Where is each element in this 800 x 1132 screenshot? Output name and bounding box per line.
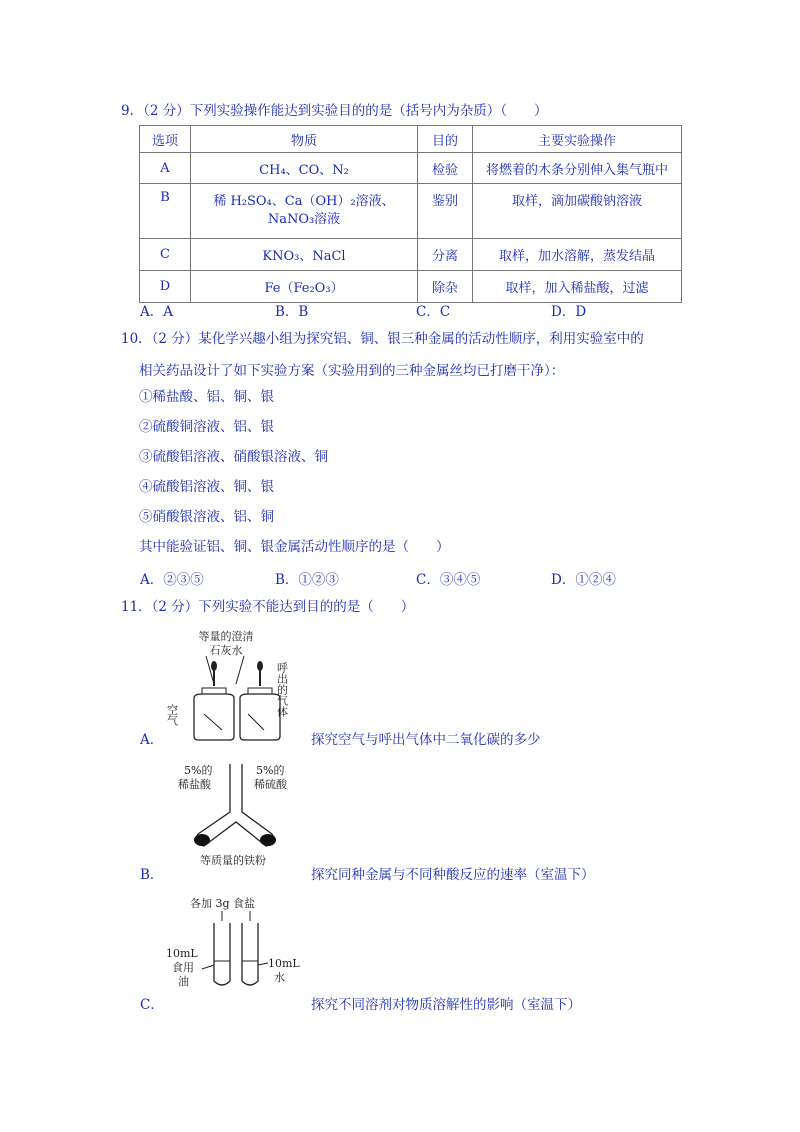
q9-option-b[interactable]: B．B (275, 304, 309, 320)
test-tube-icon (242, 923, 258, 985)
figure-c-test-tubes (164, 893, 314, 993)
cell-operation: 取样，加水溶解，蒸发结晶 (473, 239, 682, 271)
cell-material-line2: NaNO₃溶液 (267, 212, 341, 227)
q9-stem: 9．（2 分）下列实验操作能达到实验目的的是（括号内为杂质）（ ） (121, 103, 548, 119)
cell-operation: 将燃着的木条分别伸入集气瓶中 (473, 153, 682, 184)
cell-material (191, 184, 418, 239)
q10-item: ④硫酸铝溶液、铜、银 (139, 479, 274, 495)
cell-purpose: 除杂 (418, 271, 473, 303)
figure-b-y-tube (164, 760, 314, 870)
fig-b-bottom-label: 等质量的铁粉 (200, 854, 266, 867)
fig-b-left-label2: 稀盐酸 (178, 778, 211, 791)
bottle-icon (240, 688, 280, 740)
q11-stem: 11．（2 分）下列实验不能达到目的的是（ ） (121, 599, 415, 615)
cell-option: D (140, 271, 191, 303)
cell-option: C (140, 239, 191, 271)
cell-purpose: 检验 (418, 153, 473, 184)
dropper-icon (257, 661, 263, 686)
fig-b-right-label1: 5%的 (256, 764, 285, 777)
fig-c-right-label2: 水 (274, 971, 285, 984)
fig-b-left-label1: 5%的 (184, 764, 213, 777)
q9-option-a[interactable]: A．A (140, 304, 173, 320)
q9-option-c[interactable]: C．C (416, 304, 451, 320)
table-header: 主要实验操作 (473, 126, 682, 153)
q10-option-b[interactable]: B．①②③ (275, 572, 339, 588)
q10-option-c[interactable]: C．③④⑤ (416, 572, 481, 588)
q11-c-label: C． (140, 997, 164, 1013)
q10-question: 其中能验证铝、铜、银金属活动性顺序的是（ ） (139, 539, 450, 555)
q10-stem-line1: 10．（2 分）某化学兴趣小组为探究铝、铜、银三种金属的活动性顺序，利用实验室中的 (121, 331, 644, 347)
q10-item: ①稀盐酸、铝、铜、银 (139, 389, 274, 405)
cell-option: A (140, 153, 191, 184)
figure-a-limewater-bottles (164, 626, 304, 746)
fig-c-left-label2: 食用 (172, 961, 194, 974)
q11-a-caption: 探究空气与呼出气体中二氧化碳的多少 (311, 732, 541, 748)
table-row (140, 239, 682, 271)
bottle-icon (194, 688, 234, 740)
table-header: 物质 (191, 126, 418, 153)
fig-c-left-label3: 油 (178, 975, 189, 988)
q10-item: ⑤硝酸银溶液、铝、铜 (139, 509, 274, 525)
cell-purpose: 鉴别 (418, 184, 473, 239)
fig-b-right-label2: 稀硫酸 (254, 778, 287, 791)
fig-a-right-label: 呼出的气体 (275, 662, 289, 717)
q10-item: ②硫酸铜溶液、铝、银 (139, 419, 274, 435)
dropper-icon (211, 661, 217, 686)
fig-c-left-label1: 10mL (166, 947, 198, 960)
table-row (140, 153, 682, 184)
cell-option: B (140, 184, 191, 239)
table-row (140, 184, 682, 239)
iron-powder-icon (194, 834, 276, 846)
fig-a-top-label2: 石灰水 (209, 644, 243, 657)
q10-item: ③硫酸铝溶液、硝酸银溶液、铜 (139, 449, 328, 465)
cell-operation: 取样，滴加碳酸钠溶液 (473, 184, 682, 239)
table-header: 目的 (418, 126, 473, 153)
q10-stem-line2: 相关药品设计了如下实验方案（实验用到的三种金属丝均已打磨干净）： (139, 363, 565, 379)
table-header: 选项 (140, 126, 191, 153)
cell-operation: 取样，加入稀盐酸，过滤 (473, 271, 682, 303)
q10-option-d[interactable]: D．①②④ (551, 572, 616, 588)
q11-b-caption: 探究同种金属与不同种酸反应的速率（室温下） (311, 867, 595, 883)
cell-material-line1: 稀 H₂SO₄、Ca（OH）₂溶液、 (213, 194, 395, 209)
fig-a-left-label: 空气 (165, 704, 179, 726)
fig-c-top-label: 各加 3g 食盐 (190, 897, 256, 910)
q11-a-label: A． (140, 732, 164, 748)
cell-material: CH₄、CO、N₂ (191, 153, 418, 184)
cell-material: Fe（Fe₂O₃） (191, 271, 418, 303)
test-tube-icon (214, 923, 230, 985)
table-row (140, 271, 682, 303)
cell-purpose: 分离 (418, 239, 473, 271)
fig-a-top-label: 等量的澄清 (198, 630, 254, 643)
q9-table (139, 125, 682, 303)
q10-option-a[interactable]: A．②③⑤ (140, 572, 204, 588)
cell-material: KNO₃、NaCl (191, 239, 418, 271)
q11-c-caption: 探究不同溶剂对物质溶解性的影响（室温下） (311, 997, 581, 1013)
q11-b-label: B． (140, 867, 164, 883)
q9-option-d[interactable]: D．D (551, 304, 587, 320)
fig-c-right-label1: 10mL (268, 957, 300, 970)
